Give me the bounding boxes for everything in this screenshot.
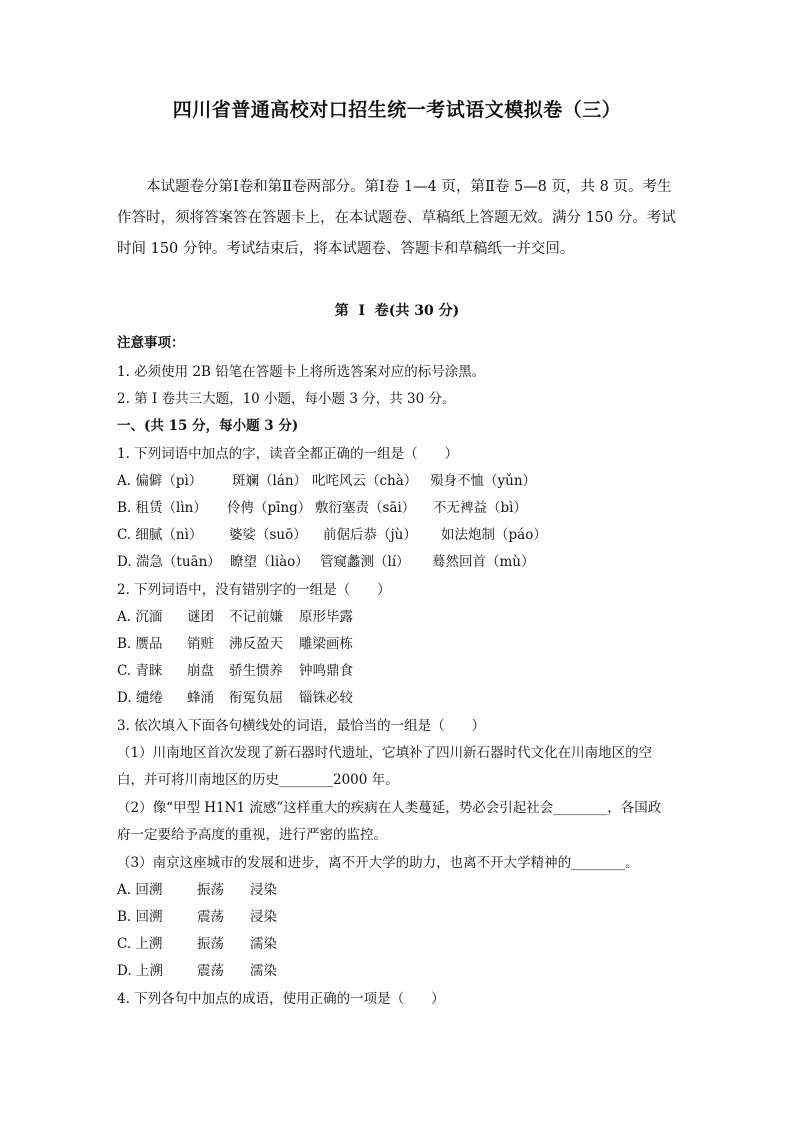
intro-paragraph: 本试题卷分第Ⅰ卷和第Ⅱ卷两部分。第Ⅰ卷 1—4 页，第Ⅱ卷 5—8 页，共 8 页。考生作答时，须将答案答在答题卡上，在本试题卷、草稿纸上答题无效。满分 150 分。考试时间 150 分钟。考试结束后，将本试题卷、答题卡和草稿纸一并交回。 <box>117 179 676 257</box>
q2-a-4: 原形毕露 <box>299 609 353 625</box>
q3-option-c <box>117 932 277 952</box>
q3-c-1: C. 上溯 <box>117 936 163 952</box>
q1-c-4: 如法炮制（páo） <box>441 527 547 543</box>
q2-c-1: C. 青睐 <box>117 663 163 679</box>
q1-a-1: A. 偏僻（pì） <box>117 473 203 489</box>
q2-b-2: 销赃 <box>187 636 214 652</box>
q3-a-2: 振荡 <box>197 882 224 898</box>
q3-option-d <box>117 959 277 979</box>
q2-stem: 2. 下列词语中，没有错别字的一组是（ ） <box>117 582 391 598</box>
q4-stem: 4. 下列各句中加点的成语，使用正确的一项是（ ） <box>117 991 445 1007</box>
q3-sentence-1a: （1）川南地区首次发现了新石器时代遗址，它填补了四川新石器时代文化在川南地区的空 <box>117 745 653 761</box>
q3-d-3: 濡染 <box>250 963 277 979</box>
q1-d-2: 瞭望（liào） <box>230 554 309 570</box>
q2-a-1: A. 沉湎 <box>117 609 163 625</box>
q3-c-3: 濡染 <box>250 936 277 952</box>
q1-b-1: B. 租赁（lìn） <box>117 500 207 516</box>
q1-a-3: 叱咤风云（chà） <box>312 473 418 489</box>
q1-option-c <box>117 523 547 543</box>
q3-b-3: 浸染 <box>250 909 277 925</box>
q2-d-3: 衔冤负屈 <box>229 690 283 706</box>
q1-option-a <box>117 469 536 489</box>
q1-d-1: D. 湍急（tuān） <box>117 554 221 570</box>
q1-option-d <box>117 550 535 570</box>
q3-sentence-2b: 府一定要给予高度的重视，进行严密的监控。 <box>117 827 387 843</box>
q2-d-2: 蜂涌 <box>187 690 214 706</box>
q1-c-3: 前倨后恭（jù） <box>323 527 417 543</box>
q3-stem: 3. 依次填入下面各句横线处的词语，最恰当的一组是（ ） <box>117 718 486 734</box>
q2-option-d <box>117 686 353 706</box>
q1-d-3: 管窥蠡测（lí） <box>320 554 410 570</box>
q2-a-2: 谜团 <box>187 609 214 625</box>
part1-title: 第 Ⅰ 卷(共 30 分) <box>334 303 460 319</box>
q3-sentence-1b: 白，并可将川南地区的历史________2000 年。 <box>117 772 399 788</box>
q2-b-3: 沸反盈天 <box>229 636 283 652</box>
q3-sentence-2a: （2）像“甲型 H1N1 流感”这样重大的疾病在人类蔓延，势必会引起社会________，各国政 <box>117 800 662 816</box>
q3-c-2: 振荡 <box>197 936 224 952</box>
q3-option-b <box>117 905 277 925</box>
section-1-heading: 一、(共 15 分，每小题 3 分) <box>117 418 299 434</box>
q2-d-1: D. 缱绻 <box>117 690 163 706</box>
q1-d-4: 蓦然回首（mù） <box>432 554 535 570</box>
q1-c-2: 婆娑（suō） <box>229 527 307 543</box>
q3-d-2: 震荡 <box>197 963 224 979</box>
q2-option-a <box>117 605 353 625</box>
q2-c-3: 骄生惯养 <box>229 663 283 679</box>
q1-b-4: 不无裨益（bì） <box>433 500 527 516</box>
note-2: 2. 第 Ⅰ 卷共三大题，10 小题，每小题 3 分，共 30 分。 <box>117 391 456 407</box>
q3-a-3: 浸染 <box>250 882 277 898</box>
q3-b-1: B. 回溯 <box>117 909 163 925</box>
q2-b-1: B. 赝品 <box>117 636 163 652</box>
q1-stem: 1. 下列词语中加点的字，读音全都正确的一组是（ ） <box>117 446 459 462</box>
q3-sentence-3: （3）南京这座城市的发展和进步，离不开大学的助力，也离不开大学精神的________。 <box>117 855 639 871</box>
q3-b-2: 震荡 <box>197 909 224 925</box>
q2-d-4: 锱铢必较 <box>299 690 353 706</box>
q2-option-c <box>117 659 353 679</box>
q2-a-3: 不记前嫌 <box>229 609 283 625</box>
q1-a-4: 殒身不恤（yǔn） <box>430 473 537 489</box>
q1-c-1: C. 细腻（nì） <box>117 527 203 543</box>
q3-a-1: A. 回溯 <box>117 882 163 898</box>
q1-b-2: 伶俜（pīng） <box>227 500 312 516</box>
q1-option-b <box>117 496 527 516</box>
q3-option-a <box>117 878 277 898</box>
q2-option-b <box>117 632 353 652</box>
q1-b-3: 敷衍塞责（sāi） <box>315 500 416 516</box>
q1-a-2: 斑斓（lán） <box>232 473 308 489</box>
note-1: 1. 必须使用 2B 铅笔在答题卡上将所选答案对应的标号涂黑。 <box>117 364 486 380</box>
q2-c-4: 钟鸣鼎食 <box>299 663 353 679</box>
q2-b-4: 雕梁画栋 <box>299 636 353 652</box>
notes-heading: 注意事项： <box>117 335 185 351</box>
q2-c-2: 崩盘 <box>187 663 214 679</box>
page-title: 四川省普通高校对口招生统一考试语文模拟卷（三） <box>172 99 622 121</box>
q3-d-1: D. 上溯 <box>117 963 163 979</box>
